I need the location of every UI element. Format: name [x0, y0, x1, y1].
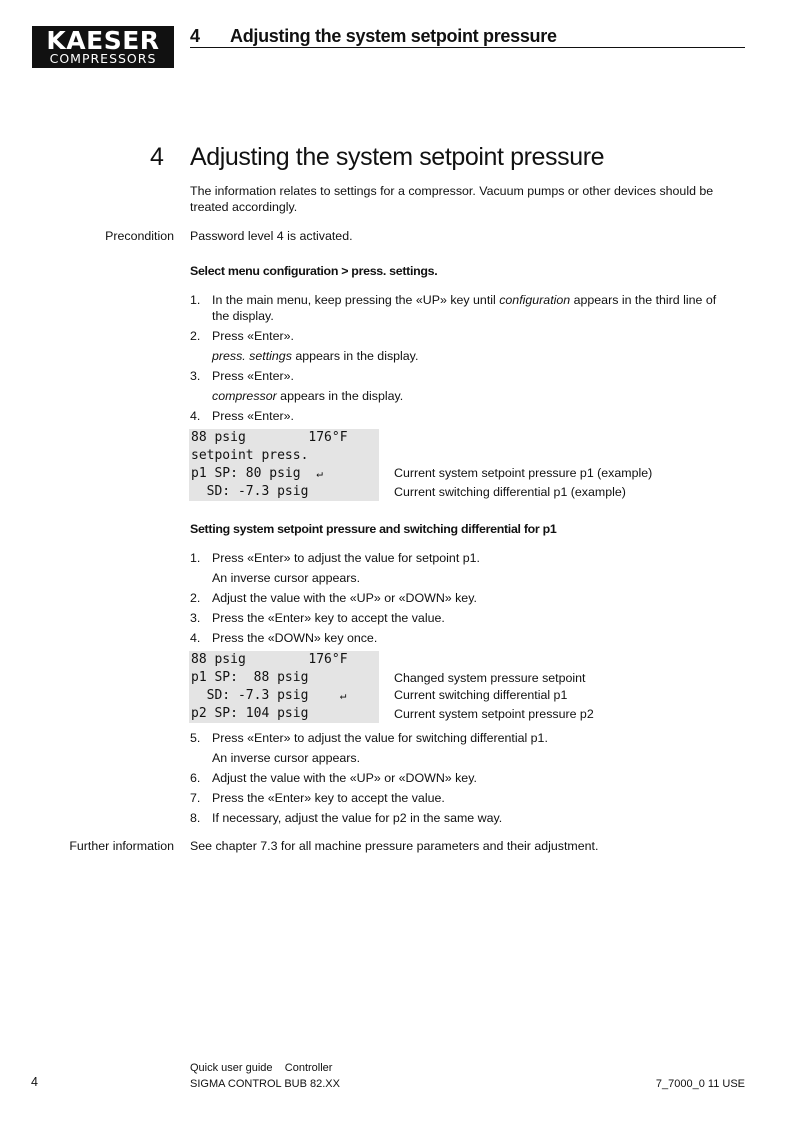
display-line: setpoint press.	[191, 448, 309, 463]
step-text-continued: the display.	[212, 309, 274, 323]
step-number: 8.	[190, 811, 201, 825]
step-number: 4.	[190, 409, 201, 423]
further-info-label: Further information	[69, 839, 174, 853]
header-rule	[190, 47, 745, 48]
section2-title: Setting system setpoint pressure and switching differential for p1	[190, 522, 557, 536]
step-number: 1.	[190, 293, 201, 307]
display-line: SD: -7.3 psig ↵	[191, 688, 347, 703]
logo-sub-text: COMPRESSORS	[49, 51, 157, 66]
step-text: If necessary, adjust the value for p2 in the same way.	[212, 811, 503, 825]
display-annotation: Current switching differential p1	[394, 688, 568, 702]
header-chapter-number: 4	[190, 26, 200, 46]
page-title: Adjusting the system setpoint pressure	[190, 143, 605, 171]
header-chapter-title: Adjusting the system setpoint pressure	[230, 26, 557, 46]
display-line: p1 SP: 80 psig ↵	[191, 466, 323, 481]
step-text: Press «Enter».	[212, 409, 294, 423]
step-number: 3.	[190, 369, 201, 383]
display-annotation: Current switching differential p1 (example)	[394, 485, 626, 499]
step-text: Adjust the value with the «UP» or «DOWN» key.	[212, 771, 477, 785]
display-line: p2 SP: 104 psig	[191, 706, 309, 721]
step-text: In the main menu, keep pressing the «UP» key until configuration appears in the third line of	[212, 293, 717, 307]
step-number: 4.	[190, 631, 201, 645]
step-text: Press the «DOWN» key once.	[212, 631, 378, 645]
display-line: p1 SP: 88 psig	[191, 670, 309, 685]
display-annotation: Changed system pressure setpoint	[394, 671, 586, 685]
step-text: Press «Enter» to adjust the value for setpoint p1.	[212, 551, 480, 565]
step-number: 3.	[190, 611, 201, 625]
further-info-text: See chapter 7.3 for all machine pressure parameters and their adjustment.	[190, 839, 599, 853]
step-number: 1.	[190, 551, 201, 565]
step-number: 2.	[190, 329, 201, 343]
precondition-label: Precondition	[105, 229, 174, 243]
step-number: 7.	[190, 791, 201, 805]
step-result: press. settings appears in the display.	[212, 349, 419, 363]
step-number: 6.	[190, 771, 201, 785]
section1-title: Select menu configuration > press. settings.	[190, 264, 438, 278]
intro-paragraph: The information relates to settings for a compressor. Vacuum pumps or other devices should be treated accordingly.	[190, 184, 714, 214]
step-result: An inverse cursor appears.	[212, 751, 361, 765]
controller-display	[189, 429, 379, 501]
step-result: compressor appears in the display.	[212, 389, 404, 403]
footer-doc-id: 7_7000_0 11 USE	[655, 1078, 745, 1090]
step-text: Press «Enter» to adjust the value for switching differential p1.	[212, 731, 548, 745]
brand-logo	[32, 26, 174, 68]
step-text: Press «Enter».	[212, 329, 294, 343]
display-annotation: Current system setpoint pressure p1 (example)	[394, 466, 653, 480]
step-number: 5.	[190, 731, 201, 745]
display-line: 88 psig 176°F	[191, 430, 348, 445]
step-number: 2.	[190, 591, 201, 605]
page-number: 4	[31, 1075, 38, 1089]
heading-number: 4	[150, 143, 164, 171]
controller-display	[189, 651, 379, 723]
precondition-text: Password level 4 is activated.	[190, 229, 353, 243]
step-text: Press «Enter».	[212, 369, 294, 383]
display-line: 88 psig 176°F	[191, 652, 348, 667]
return-icon: ↵	[316, 467, 323, 480]
step-text: Adjust the value with the «UP» or «DOWN» key.	[212, 591, 477, 605]
step-text: Press the «Enter» key to accept the value.	[212, 611, 445, 625]
display-annotation: Current system setpoint pressure p2	[394, 707, 594, 721]
footer-doc-title: Quick user guide Controller	[190, 1062, 333, 1074]
step-result: An inverse cursor appears.	[212, 571, 361, 585]
footer-doc-subtitle: SIGMA CONTROL BUB 82.XX	[190, 1078, 340, 1090]
display-line: SD: -7.3 psig	[191, 484, 309, 499]
logo-brand-text: KAESER	[46, 26, 160, 55]
return-icon: ↵	[339, 689, 347, 702]
step-text: Press the «Enter» key to accept the value.	[212, 791, 445, 805]
